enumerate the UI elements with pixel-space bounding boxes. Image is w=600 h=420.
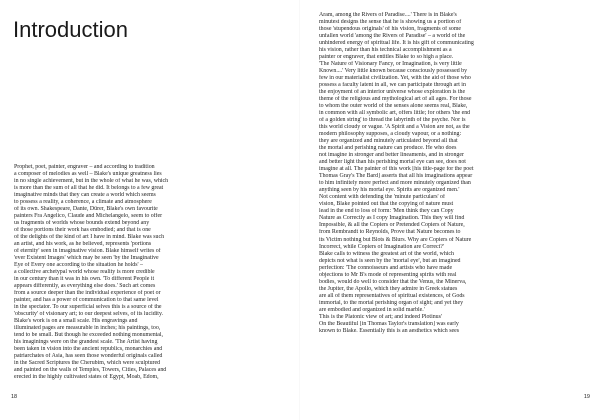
text-line: 'The Nature of Visionary Fancy, or Imagination, is very little (319, 61, 462, 68)
text-line: his vision, rather than his technical accomplishment as a (319, 47, 452, 54)
text-line: tend to be small. But though he exceeded nothing monumental, (14, 332, 164, 339)
text-line: in the spectator. To our superficial selves this is a source of the (14, 304, 162, 311)
text-line: in no single achievement, but in the whole of what he was, which (14, 178, 169, 185)
text-line: On the Beautiful [in Thomas Taylor's translation] was early (319, 320, 459, 327)
text-line: the mortal and perishing nature can produce. He who does (319, 145, 457, 152)
text-line: objections to Mr B's mode of representing spirits with real (319, 271, 457, 278)
text-line: perfection: 'The connoisseurs and artists who have made (319, 264, 453, 271)
text-line: modern philosophy supposes, a cloudy vapour, or a nothing: (319, 131, 462, 138)
text-line: Nature as Correctly as I copy Imagination. This they will find (319, 215, 465, 222)
text-line: depicts not what is seen by the 'mortal eye', but an imagined (319, 257, 461, 264)
text-line: of the delights of the kind of art I have in mind. Blake was such (14, 234, 165, 241)
text-line: patriarchates of Asia, has seen those wonderful originals called (14, 353, 163, 360)
text-line: us fragments of worlds whose bounds extend beyond any (14, 220, 150, 227)
text-line: a composer of melodies as well – Blake's unique greatness lies (14, 171, 162, 178)
text-line: and better light than his perishing mortal eye can see, does not (319, 159, 466, 166)
text-line: erected in the highly cultivated states of Egypt, Moab, Edom, (14, 374, 159, 381)
text-line: to possess a reality, a coherence, a climate and atmosphere (14, 199, 152, 206)
text-line: known to Blake. Essentially this is an aesthetics which sees (319, 327, 460, 334)
text-line: lead in the end to loss of form: 'Men think they can Copy (319, 208, 454, 215)
text-line: been taken in vision into the ancient republics, monarchies and (14, 346, 163, 353)
text-line: in the Sacred Scriptures the Cherubim, which were sculptured (14, 360, 161, 367)
left-body-text (14, 164, 276, 381)
text-line: the Jupiter, the Apollo, which they admire in Greek statues (319, 285, 458, 292)
text-line: a collective archetypal world whose reality is more credible (14, 269, 155, 276)
text-line: of those portions their work has embodied; and that is one (14, 227, 151, 234)
text-line: anything seen by his mortal eye. Spirits are organized men.' (319, 187, 460, 194)
text-line: immortal, to the mortal perishing organ of sight; and yet they (319, 299, 464, 306)
text-line: vision, Blake pointed out that the copying of nature must (319, 201, 454, 208)
text-line: Incorrect, while Copiers of Imagination are Correct?' (319, 243, 444, 250)
right-body-text (319, 12, 587, 335)
text-line: not imagine in stronger and better lineaments, and in stronger (319, 152, 464, 159)
text-line: from Rembrandt to Reynolds, Prove that Nature becomes to (319, 229, 461, 236)
text-line: unhindered energy of spiritual life. It is his gift of communicating (319, 40, 474, 47)
text-line: imagine at all. The painter of this work [his title-page for the poet (319, 166, 474, 173)
text-line: illuminated pages are measurable in inches; his paintings, too, (14, 325, 161, 332)
text-line: of a golden string' to thread the labyrinth of the psyche. Nor is (319, 117, 466, 124)
text-line: and painted on the walls of Temples, Towers, Cities, Palaces and (14, 367, 167, 374)
text-line: Known....' Very little known because consciously possessed by (319, 68, 468, 75)
text-line: Eye of Every one according to the situation he holds' – (14, 262, 143, 269)
right-page (300, 0, 600, 420)
right-page-number: 19 (583, 394, 590, 400)
text-line: the enjoyment of an interior universe whose exploration is the (319, 89, 466, 96)
text-line: in our century than it was in his own. 'To different People it (14, 276, 155, 283)
text-line: bodies, would do well to consider that the Venus, the Minerva, (319, 278, 467, 285)
text-line: its Victim nothing but Blots & Blurs. Why are Copiers of Nature (319, 236, 472, 243)
text-line: this world cloudy or vague. 'A Spirit and a Vision are not, as the (319, 124, 470, 131)
text-line: Thomas Gray's The Bard] asserts that all his imaginations appear (319, 173, 473, 180)
text-line: from a source deeper than the individual experience of poet or (14, 290, 161, 297)
text-line: painter or engraver, that entitles Blake to so high a place. (319, 54, 454, 61)
text-line: 'ever Existent Images' which may be seen 'by the Imaginative (14, 255, 159, 262)
text-line: they are organized and minutely articulated beyond all that (319, 138, 458, 145)
left-page-number: 18 (11, 394, 18, 400)
text-line: imaginative minds that they can create a world which seems (14, 192, 156, 199)
text-line: are all of them representatives of spiritual existences, of Gods (319, 292, 465, 299)
text-line: his imaginings were on the grandest scale. 'The Artist having (14, 339, 158, 346)
text-line: are embodied and organized in solid marble.' (319, 306, 425, 313)
text-line: Prophet, poet, painter, engraver – and according to tradition (14, 164, 155, 170)
text-line: Impossible, & all the Copiers or Pretended Copiers of Nature, (319, 222, 465, 229)
text-line: unfallen world 'among the Rivers of Paradise' – a world of the (319, 33, 466, 40)
text-line: to him infinitely more perfect and more minutely organized than (319, 180, 471, 187)
chapter-heading: Introduction (13, 17, 128, 42)
text-line: Blake's work is on a small scale. His engravings and (14, 318, 138, 325)
text-line: to whom the outer world of the senses alone seems real, Blake, (319, 103, 468, 110)
text-line: theme of the religious and mythological art of all ages. For those (319, 96, 472, 103)
text-line: in common with all symbolic art, offers little; for others 'the end (319, 110, 471, 117)
text-line: This is the Platonic view of art; and indeed Plotinus' (319, 313, 442, 320)
text-line: of its own. Shakespeare, Dante, Dürer, Blake's own favourite (14, 206, 158, 213)
text-line: possess a faculty latent in all, we can participate through art in (319, 82, 466, 89)
text-line: those 'stupendous originals' of his vision, fragments of some (319, 26, 462, 33)
text-line: painters Fra Angelico, Claude and Michelangelo, seem to offer (14, 213, 163, 220)
text-line: few in our materialist civilization. Yet, with the aid of those who (319, 75, 471, 82)
text-line: is more than the sum of all that he did. It belongs to a few great (14, 185, 164, 192)
text-line: 'obscurity' of visionary art; to our deepest selves, of its lucidity. (14, 311, 163, 318)
text-line: Not content with defending the 'minute particulars' of (319, 194, 445, 201)
text-line: Aram, among the Rivers of Paradise....' There is in Blake's (319, 12, 457, 18)
text-line: Blake calls to witness the greatest art of the world, which (319, 250, 454, 257)
text-line: an artist, and his work, as he believed, represents 'portions (14, 241, 152, 248)
text-line: painter, and has a power of communication to that same level (14, 297, 159, 304)
text-line: appears differently, as everything else does.' Such art comes (14, 283, 156, 290)
text-line: of eternity' seen in imaginative vision. Blake himself writes of (14, 248, 161, 255)
text-line: minutest designs the sense that he is showing us a portion of (319, 19, 462, 26)
